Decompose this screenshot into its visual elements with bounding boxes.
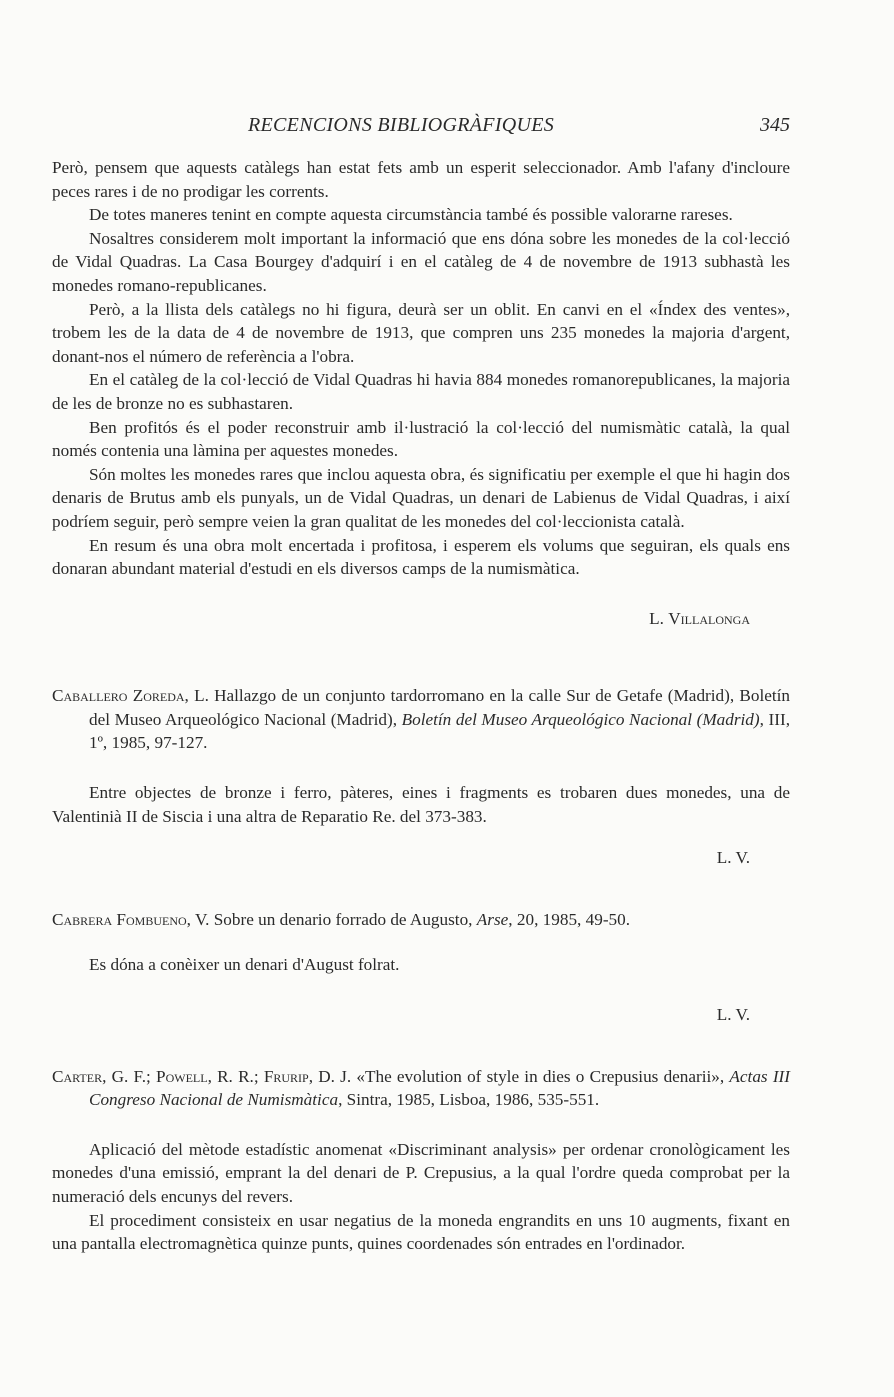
entry-author: Powell	[156, 1066, 208, 1086]
spacer	[52, 755, 790, 781]
paragraph: Entre objectes de bronze i ferro, pàteres, eines i fragments es trobaren dues monedes, una de Valentinià II de Siscia i una altra de Reparatio Re. del 373-383.	[52, 783, 790, 826]
paragraph: Es dóna a conèixer un denari d'August folrat.	[89, 955, 400, 975]
paragraph: En el catàleg de la col·lecció de Vidal Quadras hi havia 884 monedes romanorepublicanes, la majoria de les de bronze no es subhastaren.	[52, 370, 790, 413]
page-header	[52, 114, 790, 142]
paragraph: El procediment consisteix en usar negatius de la moneda engrandits en uns 10 augments, fixant en una pantalla electromagnètica quinze punts, quines coordenades són entrades en l'ordinador.	[52, 1210, 790, 1254]
entry-author: Caballero Zoreda	[52, 686, 185, 706]
reviewer-signature	[52, 607, 790, 631]
page-number: 345	[760, 114, 790, 136]
entry-author: Frurip	[263, 1066, 309, 1086]
spacer	[52, 870, 790, 908]
page-body	[52, 156, 790, 1256]
spacer	[52, 931, 790, 953]
entry-author: Cabrera Fombueno	[52, 909, 187, 929]
bibliographic-entry	[52, 684, 790, 755]
entry-citation-end: , III, 1º, 1985, 97-127.	[89, 709, 790, 753]
signature-initial: L.	[649, 608, 669, 628]
paragraph: De totes maneres tenint en compte aquesta circumstància també és possible valorarne rareses.	[89, 205, 733, 225]
spacer	[52, 1112, 790, 1138]
paragraph: Aplicació del mètode estadístic anomenat «Discriminant analysis» per ordenar cronològicament les monedes d'una emissió, emprant la del denari de P. Crepusius, a la qual l'ordre queda comprobat per la numeració dels encunys del revers.	[52, 1139, 790, 1206]
bibliographic-entry	[52, 1065, 790, 1112]
paragraph: Ben profitós és el poder reconstruir amb il·lustració la col·lecció del numismàtic català, la qual només contenia una làmina per aquestes monedes.	[52, 417, 790, 461]
paragraph: Però, pensem que aquests catàlegs han estat fets amb un esperit seleccionador. Amb l'afany d'incloure peces rares i de no prodigar les corrents.	[52, 158, 790, 201]
paragraph: Però, a la llista dels catàlegs no hi figura, deurà ser un oblit. En canvi en el «Índex des ventes», trobem les de la data de 4 de novembre de 1913, que compren uns 235 monedes la majoria d'argent, donant-nos el número de referència a l'obra.	[52, 299, 790, 366]
entry-citation: , V. Sobre un denario forrado de Augusto,	[186, 909, 477, 929]
reviewer-signature: L. V.	[716, 848, 750, 868]
entry-journal: Actas III Congreso Nacional de Numismàtica	[89, 1066, 790, 1110]
paragraph: Són moltes les monedes rares que inclou aquesta obra, és significatiu per exemple el que hi hagin dos denaris de Brutus amb els punyals, un de Vidal Quadras, un denari de Labienus de Vidal Quadras, i així podríem seguir, però sempre veien la gran qualitat de les monedes del col·leccionista català.	[52, 464, 790, 531]
signature-name: Villalonga	[668, 608, 750, 628]
entry-journal: Boletín del Museo Arqueológico Nacional (Madrid)	[401, 709, 760, 729]
entry-citation: , L. Hallazgo de un conjunto tardorromano en la calle Sur de Getafe (Madrid), Boletín del Museo Arqueológico Nacional (Madrid),	[89, 686, 790, 729]
entry-author: Carter	[52, 1066, 103, 1086]
reviewer-signature: L. V.	[716, 1005, 750, 1025]
spacer	[52, 630, 790, 684]
entry-citation-end: , 20, 1985, 49-50.	[508, 909, 631, 929]
entry-journal: Arse	[476, 909, 509, 929]
paragraph: Nosaltres considerem molt important la informació que ens dóna sobre les monedes de la col·lecció de Vidal Quadras. La Casa Bourgey d'adquirí i en el catàleg de 4 de novembre de 1913 subhastà les monedes romano-republicanes.	[52, 228, 790, 295]
spacer	[52, 1027, 790, 1065]
entry-citation: , D. J. «The evolution of style in dies o Crepusius denarii»,	[308, 1066, 730, 1086]
entry-author-initials: , G. F.;	[102, 1066, 157, 1086]
paragraph: En resum és una obra molt encertada i profitosa, i esperem els volums que seguiran, els quals ens donaran abundant material d'estudi en els diversos camps de la numismàtica.	[52, 535, 790, 579]
entry-author-initials: , R. R.;	[207, 1066, 264, 1086]
running-title: RECENCIONS BIBLIOGRÀFIQUES	[248, 114, 555, 136]
bibliographic-entry	[52, 908, 790, 932]
entry-citation-end: , Sintra, 1985, Lisboa, 1986, 535-551.	[338, 1090, 600, 1110]
